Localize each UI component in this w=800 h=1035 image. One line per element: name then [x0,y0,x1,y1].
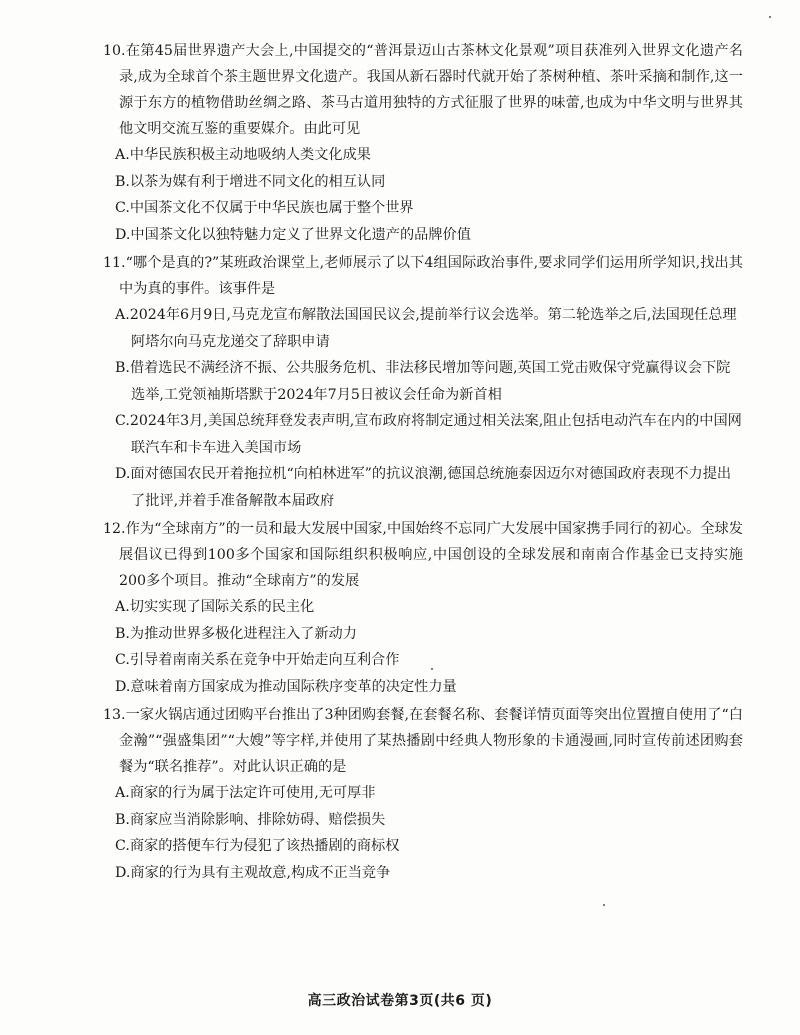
question-11 [103,250,743,514]
option-list [103,780,743,886]
option-c: C.中国茶文化不仅属于中华民族也属于整个世界 [115,200,414,216]
question-stem: 11.“哪个是真的?”某班政治课堂上,老师展示了以下4组国际政治事件,要求同学们运用所学知识,找出其中为真的事件。该事件是 [103,255,743,297]
question-stem: 12.作为“全球南方”的一员和最大发展中国家,中国始终不忘同广大发展中国家携手同行的初心。全球发展倡议已得到100多个国家和国际组织积极响应,中国创设的全球发展和南南合作基金已支持实施200多个项目。推动“全球南方”的发展 [103,521,743,589]
option-b: B.借着选民不满经济不振、公共服务危机、非法移民增加等问题,英国工党击败保守党赢得议会下院选举,工党领袖斯塔默于2024年7月5日被议会任命为新首相 [115,360,731,403]
page-footer: 高三政治试卷第3页(共6 页) [307,993,493,1009]
question-list [103,38,743,886]
option-d: D.意味着南方国家成为推动国际秩序变革的决定性力量 [115,678,457,695]
question-10 [103,38,743,248]
option-b: B.为推动世界多极化进程注入了新动力 [115,625,357,642]
option-c: C.商家的搭便车行为侵犯了该热播剧的商标权 [115,838,400,854]
option-d: D.面对德国农民开着拖拉机“向柏林进军”的抗议浪潮,德国总统施泰因迈尔对德国政府表现不力提出了批评,并着手准备解散本届政府 [115,466,732,509]
scan-speck [769,16,771,18]
option-list [103,142,743,248]
question-stem: 13.一家火锅店通过团购平台推出了3种团购套餐,在套餐名称、套餐详情页面等突出位置擅自使用了“白金瀚”“强盛集团”“大嫂”等字样,并使用了某热播剧中经典人物形象的卡通漫画,同时宣传前述团购套餐为“联名推荐”。对此认识正确的是 [103,707,743,775]
option-list [103,302,743,514]
option-c: C.2024年3月,美国总统拜登发表声明,宣布政府将制定通过相关法案,阻止包括电动汽车在内的中国网联汽车和卡车进入美国市场 [115,413,742,456]
option-c: C.引导着南南关系在竞争中开始走向互利合作 [115,652,400,668]
question-12 [103,516,743,700]
scan-speck [603,904,605,906]
option-b: B.以茶为媒有利于增进不同文化的相互认同 [115,173,386,190]
option-d: D.中国茶文化以独特魅力定义了世界文化遗产的品牌价值 [115,226,471,243]
question-13 [103,702,743,886]
option-a: A.中华民族积极主动地吸纳人类文化成果 [115,147,371,163]
option-a: A.切实实现了国际关系的民主化 [115,599,315,615]
option-a: A.商家的行为属于法定许可使用,无可厚非 [115,785,376,801]
option-d: D.商家的行为具有主观故意,构成不正当竞争 [115,864,391,881]
option-list [103,594,743,700]
option-b: B.商家应当消除影响、排除妨碍、赔偿损失 [115,811,386,828]
question-stem: 10.在第45届世界遗产大会上,中国提交的“普洱景迈山古茶林文化景观”项目获准列入世界文化遗产名录,成为全球首个茶主题世界文化遗产。我国从新石器时代就开始了茶树种植、茶叶采摘和制作,这一源于东方的植物借助丝绸之路、茶马古道用独特的方式征服了世界的味蕾,也成为中华文明与世界其他文明交流互鉴的重要媒介。由此可见 [103,43,743,137]
option-a: A.2024年6月9日,马克龙宣布解散法国国民议会,提前举行议会选举。第二轮选举之后,法国现任总理阿塔尔向马克龙递交了辞职申请 [115,307,737,350]
